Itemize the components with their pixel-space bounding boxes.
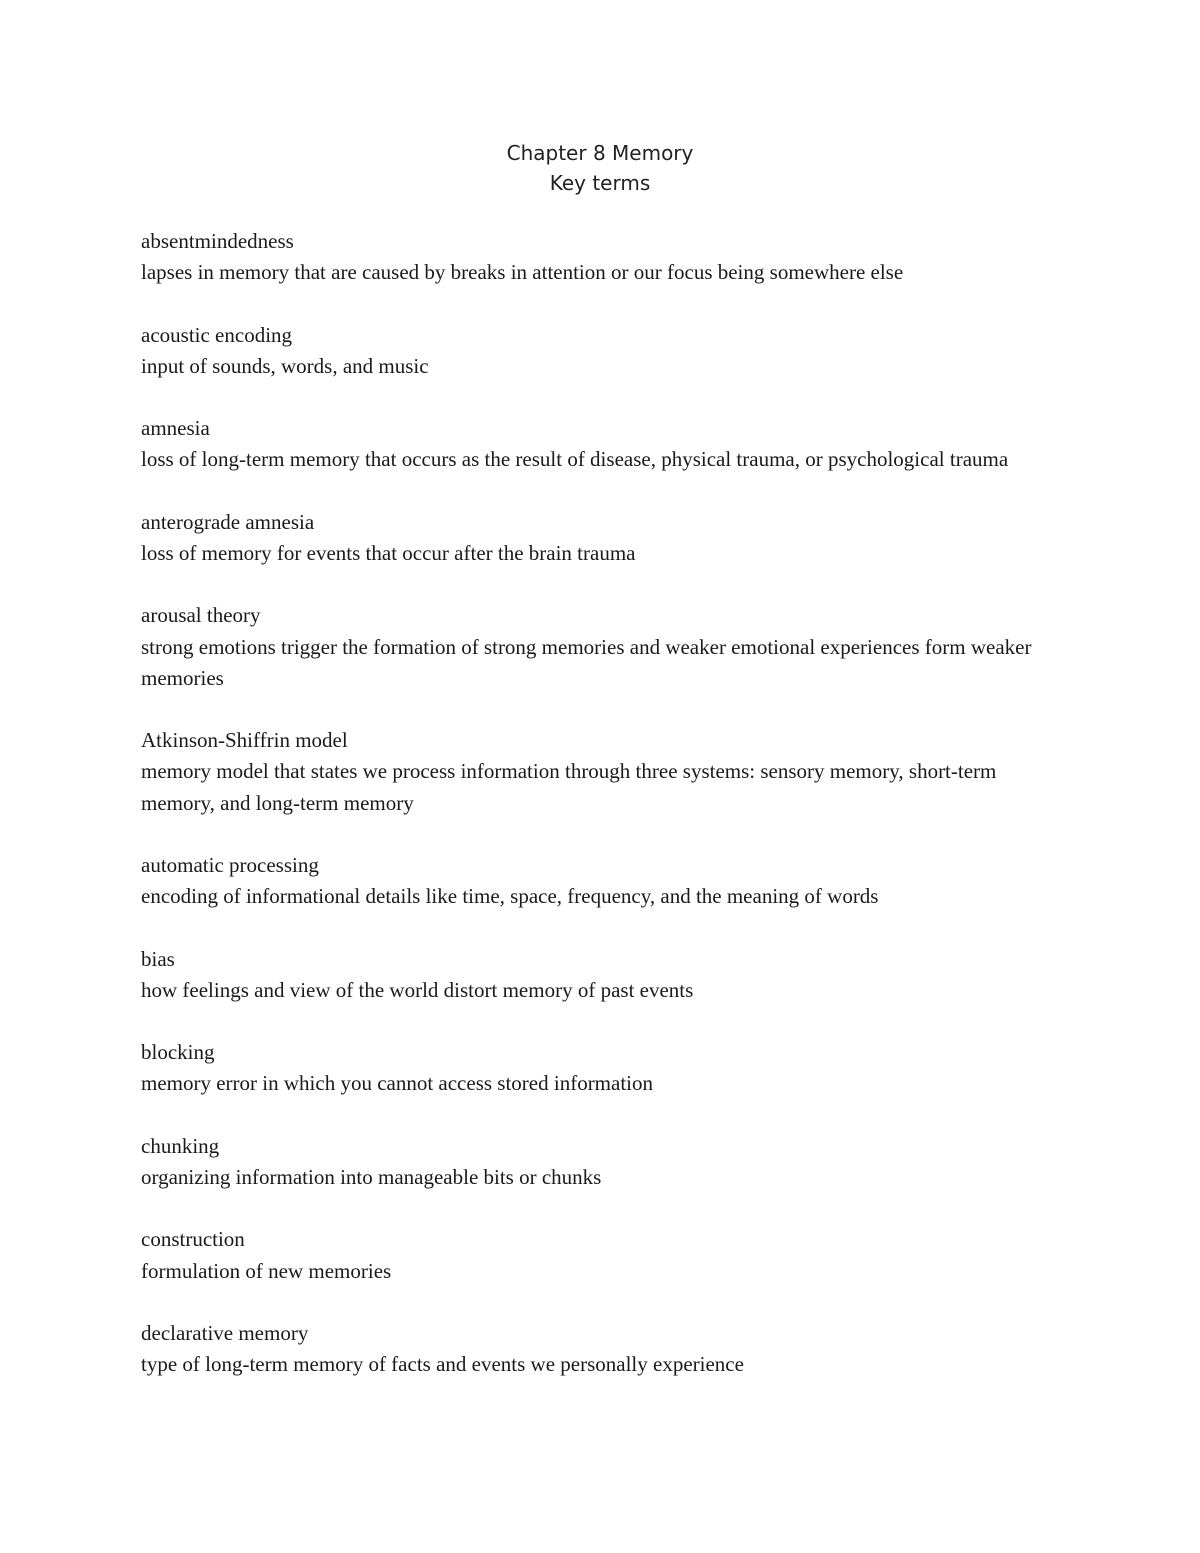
term-name: construction <box>141 1227 245 1252</box>
term-entry <box>141 413 1061 475</box>
term-definition: formulation of new memories <box>141 1258 392 1283</box>
term-definition: type of long-term memory of facts and events we personally experience <box>141 1352 744 1377</box>
term-name: bias <box>141 946 175 971</box>
term-definition: memory error in which you cannot access stored information <box>141 1071 654 1096</box>
term-name: anterograde amnesia <box>141 509 315 534</box>
term-definition: loss of long-term memory that occurs as the result of disease, physical trauma, or psychological trauma <box>141 447 1009 472</box>
document-subtitle: Key terms <box>549 171 651 195</box>
term-entry <box>141 1224 1061 1286</box>
term-definition: encoding of informational details like time, space, frequency, and the meaning of words <box>141 884 879 909</box>
term-entry <box>141 725 1061 819</box>
term-entry <box>141 1318 1061 1380</box>
term-entry <box>141 850 1061 912</box>
term-definition: strong emotions trigger the formation of strong memories and weaker emotional experiences form weaker memories <box>141 634 1032 690</box>
key-terms-list <box>141 226 1061 1412</box>
term-name: absentmindedness <box>141 229 294 253</box>
term-name: blocking <box>141 1040 215 1065</box>
term-definition: input of sounds, words, and music <box>141 353 429 378</box>
term-name: amnesia <box>141 416 210 441</box>
term-entry <box>141 507 1061 569</box>
term-name: Atkinson-Shiffrin model <box>141 728 348 753</box>
term-name: declarative memory <box>141 1320 309 1345</box>
term-entry <box>141 1131 1061 1193</box>
term-name: acoustic encoding <box>141 322 293 347</box>
term-name: chunking <box>141 1133 220 1158</box>
term-entry <box>141 944 1061 1006</box>
term-entry <box>141 600 1061 694</box>
term-definition: loss of memory for events that occur after the brain trauma <box>141 540 636 565</box>
document-title: Chapter 8 Memory <box>506 141 694 165</box>
term-entry <box>141 226 1061 288</box>
term-definition: lapses in memory that are caused by breaks in attention or our focus being somewhere else <box>141 260 904 285</box>
term-name: arousal theory <box>141 603 261 628</box>
term-name: automatic processing <box>141 852 319 877</box>
term-entry <box>141 1037 1061 1099</box>
document-header <box>0 138 1200 198</box>
term-definition: memory model that states we process information through three systems: sensory memory, short-term memory, and long-term memory <box>141 759 997 815</box>
term-definition: organizing information into manageable bits or chunks <box>141 1164 602 1189</box>
term-definition: how feelings and view of the world distort memory of past events <box>141 977 694 1002</box>
term-entry <box>141 320 1061 382</box>
